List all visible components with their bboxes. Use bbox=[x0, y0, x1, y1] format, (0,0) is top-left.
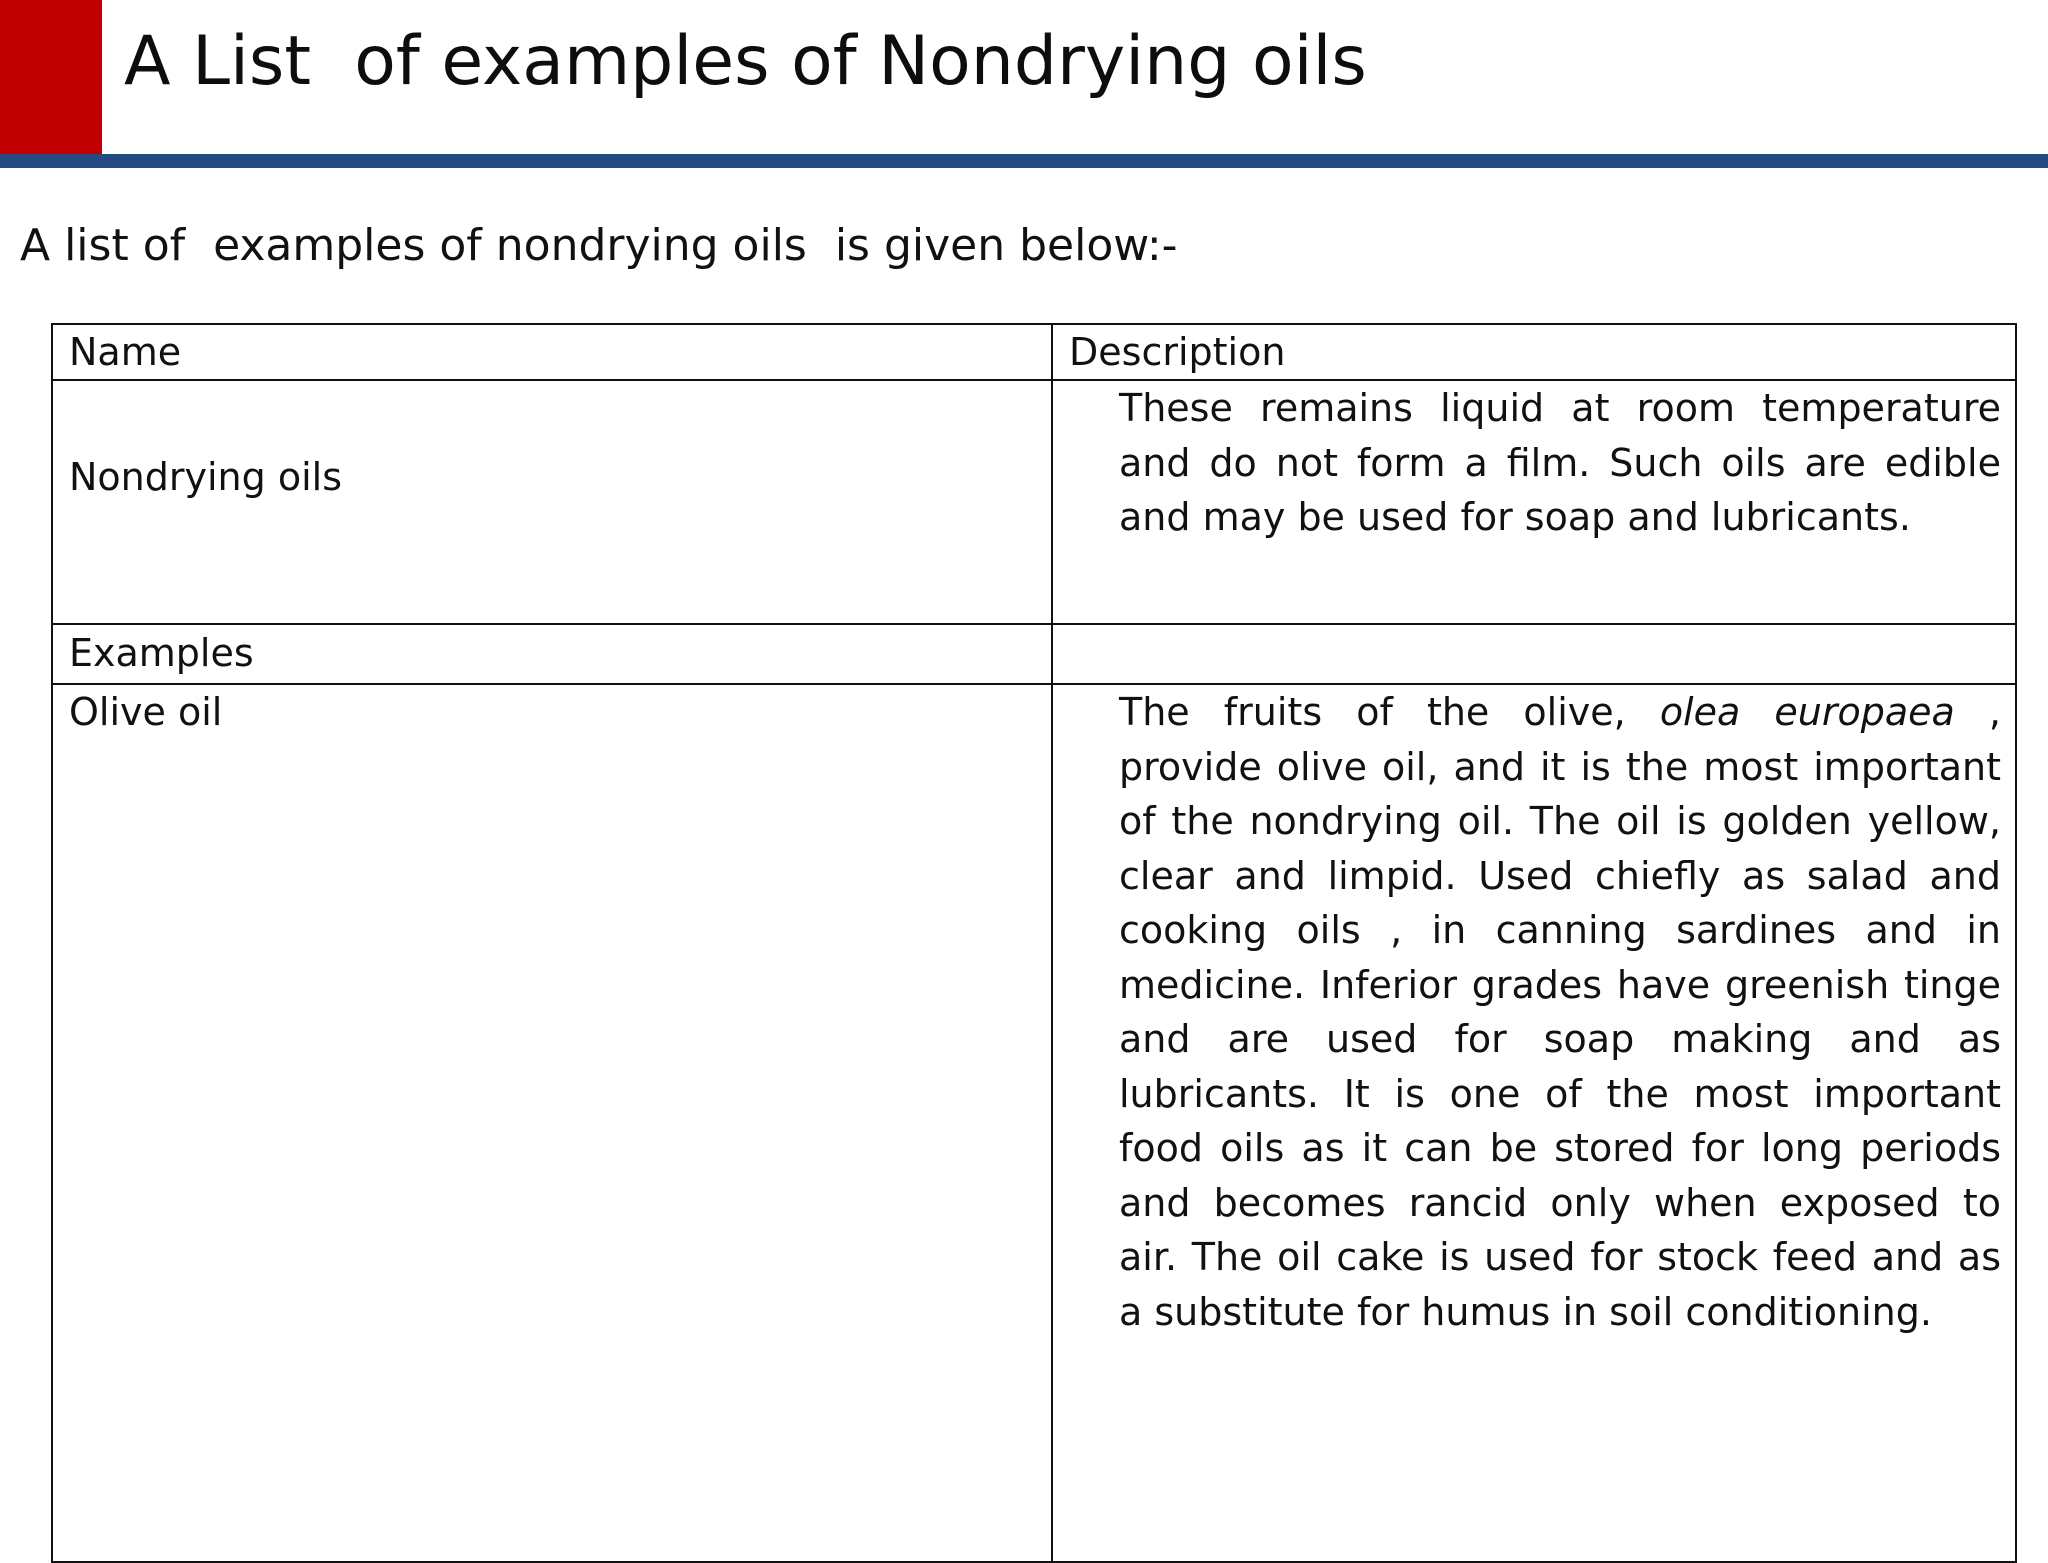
examples-label: Examples bbox=[52, 624, 1052, 684]
intro-text: A list of examples of nondrying oils is given below:- bbox=[20, 220, 1178, 271]
olive-oil-name: Olive oil bbox=[52, 684, 1052, 1562]
olive-description-start: The fruits of the olive, bbox=[1119, 690, 1660, 734]
table-row bbox=[52, 684, 2016, 1562]
title-accent-bar bbox=[0, 0, 102, 154]
olive-description-rest: , provide olive oil, and it is the most important of the nondrying oil. The oil is golden yellow, clear and limpid. Used chiefly as salad and cooking oils , in canning sardines and in medicine. Inferior grades have greenish tinge and are used for soap making and as lubricants. It is one of the most important food oils as it can be stored for long periods and becomes rancid only when exposed to air. The oil cake is used for stock feed and as a substitute for humus in soil conditioning. bbox=[1119, 690, 2001, 1334]
definition-description: These remains liquid at room temperature and do not form a film. Such oils are edible and may be used for soap and lubricants. bbox=[1052, 380, 2016, 624]
header-name: Name bbox=[52, 324, 1052, 380]
slide-title: A List of examples of Nondrying oils bbox=[124, 22, 1367, 101]
definition-name: Nondrying oils bbox=[52, 380, 1052, 624]
examples-description bbox=[1052, 624, 2016, 684]
table-row bbox=[52, 624, 2016, 684]
olive-scientific-name: olea europaea bbox=[1659, 690, 1955, 734]
oils-table bbox=[51, 323, 2017, 1563]
olive-oil-description bbox=[1052, 684, 2016, 1562]
header-description: Description bbox=[1052, 324, 2016, 380]
table-row bbox=[52, 380, 2016, 624]
title-divider bbox=[0, 154, 2048, 168]
table-header-row bbox=[52, 324, 2016, 380]
